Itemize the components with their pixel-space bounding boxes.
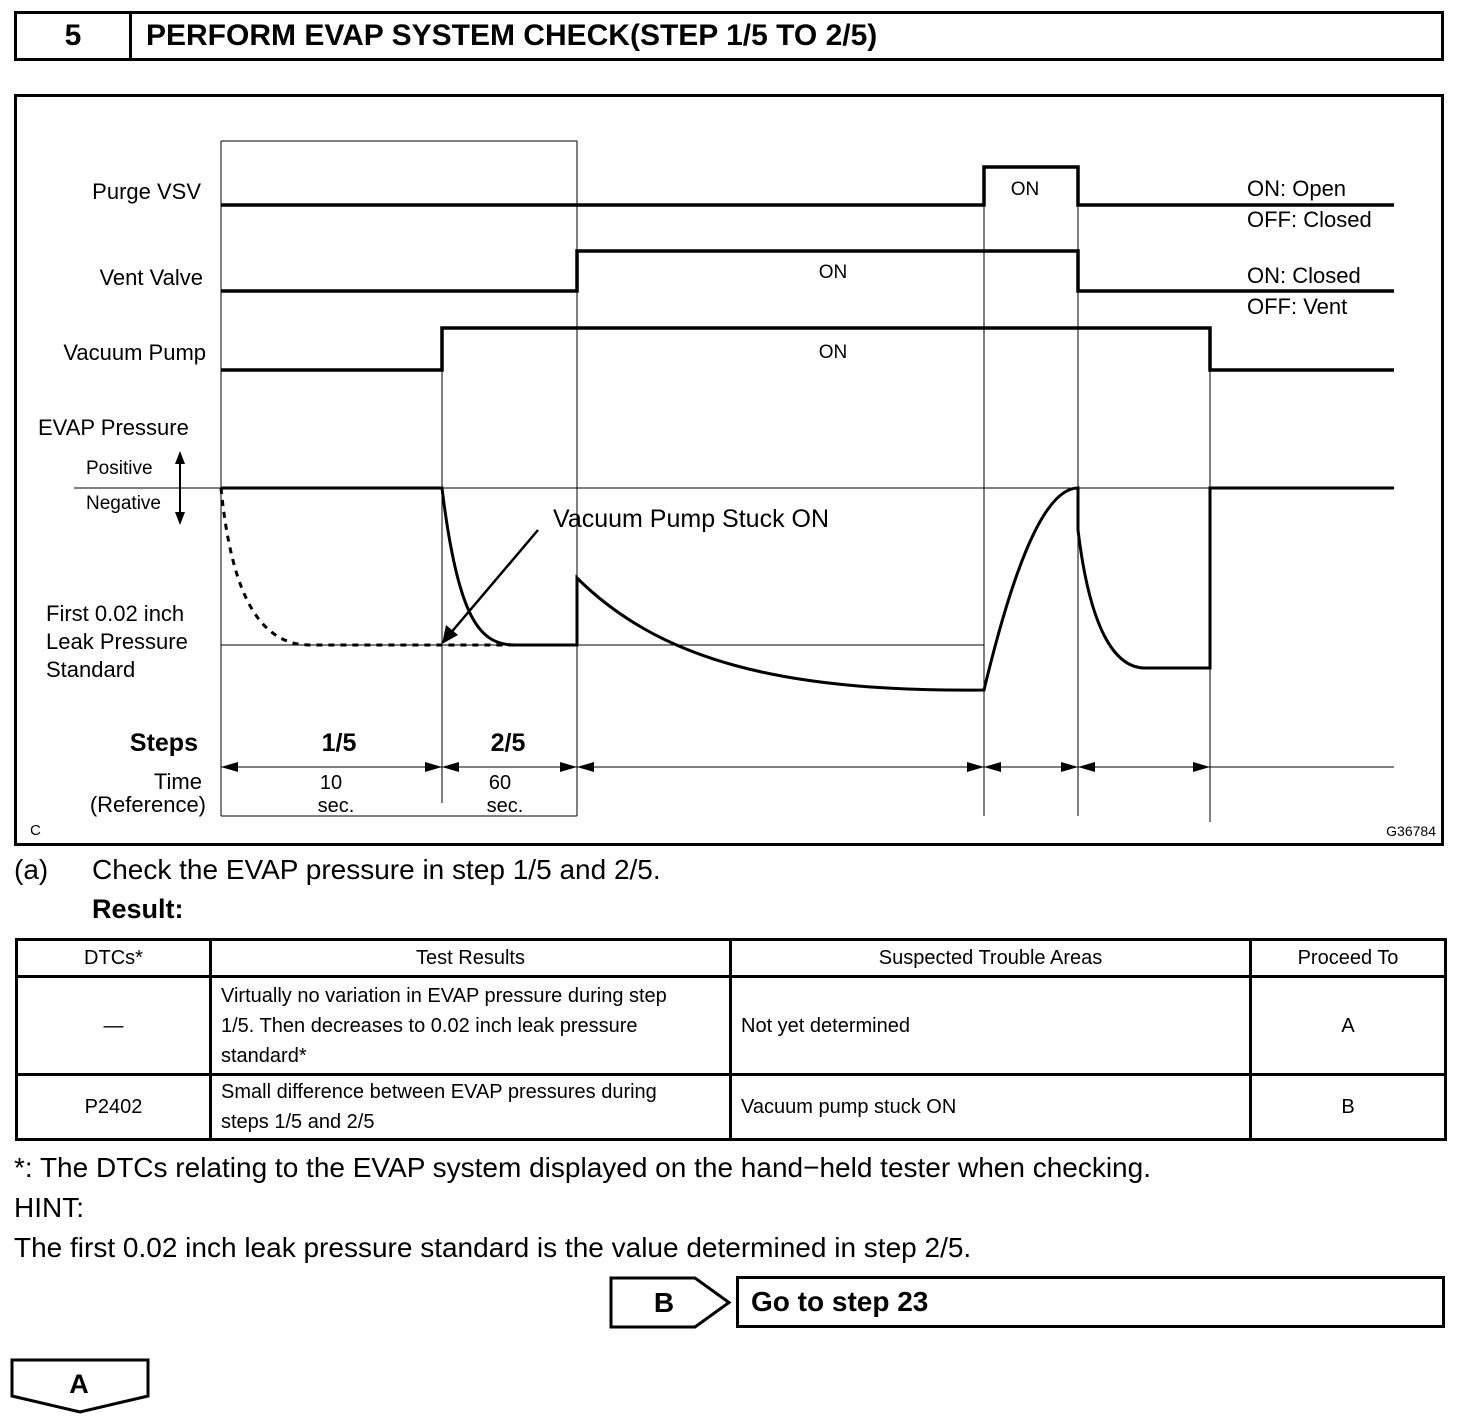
header-proceed-to: Proceed To: [1251, 940, 1446, 977]
time-label: Time: [153, 769, 202, 794]
trouble-area-cell: Vacuum pump stuck ON: [731, 1075, 1251, 1140]
pump-on-label: ON: [818, 342, 848, 363]
figure-id: G36784: [1386, 823, 1436, 839]
hint-label: HINT:: [14, 1192, 84, 1223]
figure-corner-label: C: [30, 822, 41, 839]
branch-b-arrow-shape: [609, 1276, 733, 1329]
table-row: [17, 977, 1446, 1075]
pump-stuck-annotation: Vacuum Pump Stuck ON: [553, 505, 830, 533]
time-unit-1: sec.: [317, 795, 355, 817]
branch-a-button[interactable]: [10, 1358, 152, 1414]
vent-on-label: ON: [818, 262, 848, 283]
test-result-cell: [211, 977, 731, 1075]
go-to-step-box[interactable]: Go to step 23: [736, 1276, 1445, 1328]
header-trouble-areas: Suspected Trouble Areas: [731, 940, 1251, 977]
step-2-5-label: 2/5: [490, 729, 526, 757]
step-header: [14, 11, 1444, 61]
table-row: [17, 1075, 1446, 1140]
steps-label: Steps: [129, 729, 198, 757]
branch-a-arrow-shape: [10, 1358, 152, 1414]
test-result-cell: [211, 1075, 731, 1140]
positive-label: Positive: [86, 458, 153, 479]
proceed-cell: B: [1251, 1075, 1446, 1140]
proceed-cell: A: [1251, 977, 1446, 1075]
step-title: PERFORM EVAP SYSTEM CHECK(STEP 1/5 TO 2/5): [146, 19, 878, 52]
time-value-2: 60: [488, 772, 512, 794]
table-header-row: [17, 940, 1446, 977]
reference-label: (Reference): [89, 792, 206, 817]
branch-b-label: B: [653, 1287, 675, 1318]
evap-timing-diagram: [14, 94, 1444, 846]
leak-standard-label-3: Standard: [46, 657, 136, 682]
vent-off-legend: OFF: Vent: [1247, 294, 1348, 319]
trouble-area-cell: Not yet determined: [731, 977, 1251, 1075]
dtc-cell: —: [17, 977, 211, 1075]
step-1-5-label: 1/5: [321, 729, 357, 757]
timing-diagram-svg: [14, 94, 1444, 846]
pump-stuck-dashed-curve: [221, 488, 577, 645]
test-result-line: 1/5. Then decreases to 0.02 inch leak pressure: [221, 1014, 638, 1037]
header-dtcs: DTCs*: [17, 940, 211, 977]
instruction-label: (a): [14, 854, 49, 885]
result-label: Result:: [92, 894, 184, 924]
leak-standard-label-1: First 0.02 inch: [46, 601, 185, 626]
purge-on-label: ON: [1010, 179, 1040, 200]
vacuum-pump-label: Vacuum Pump: [63, 340, 206, 365]
purge-on-legend: ON: Open: [1247, 176, 1347, 201]
step-number: 5: [17, 14, 132, 58]
time-unit-2: sec.: [486, 795, 524, 817]
vertical-guides: [74, 141, 1394, 822]
dtc-cell: P2402: [17, 1075, 211, 1140]
purge-vsv-trace: [221, 167, 1394, 205]
vent-on-legend: ON: Closed: [1247, 263, 1361, 288]
footnote: *: The DTCs relating to the EVAP system displayed on the hand−held tester when checking.: [14, 1152, 1151, 1183]
time-value-1: 10: [319, 772, 343, 794]
purge-vsv-label: Purge VSV: [92, 179, 201, 204]
test-result-line: steps 1/5 and 2/5: [221, 1111, 375, 1133]
evap-pressure-label: EVAP Pressure: [38, 415, 189, 440]
vent-valve-trace: [221, 251, 1394, 291]
negative-label: Negative: [86, 493, 161, 514]
header-test-results: Test Results: [211, 940, 731, 977]
annotation-arrow: [442, 530, 538, 644]
hint-text: The first 0.02 inch leak pressure standard is the value determined in step 2/5.: [14, 1232, 972, 1263]
result-table: [15, 938, 1447, 1141]
vacuum-pump-trace: [221, 328, 1394, 370]
purge-off-legend: OFF: Closed: [1247, 207, 1372, 232]
branch-b-button[interactable]: [609, 1276, 733, 1329]
test-result-line: Small difference between EVAP pressures during: [221, 1081, 657, 1103]
branch-a-label: A: [69, 1369, 89, 1399]
vent-valve-label: Vent Valve: [99, 265, 203, 290]
test-result-line: standard*: [221, 1044, 307, 1067]
test-result-line: Virtually no variation in EVAP pressure during step: [221, 984, 667, 1007]
leak-standard-label-2: Leak Pressure: [46, 629, 188, 654]
instruction-text: Check the EVAP pressure in step 1/5 and 2/5.: [92, 854, 661, 885]
